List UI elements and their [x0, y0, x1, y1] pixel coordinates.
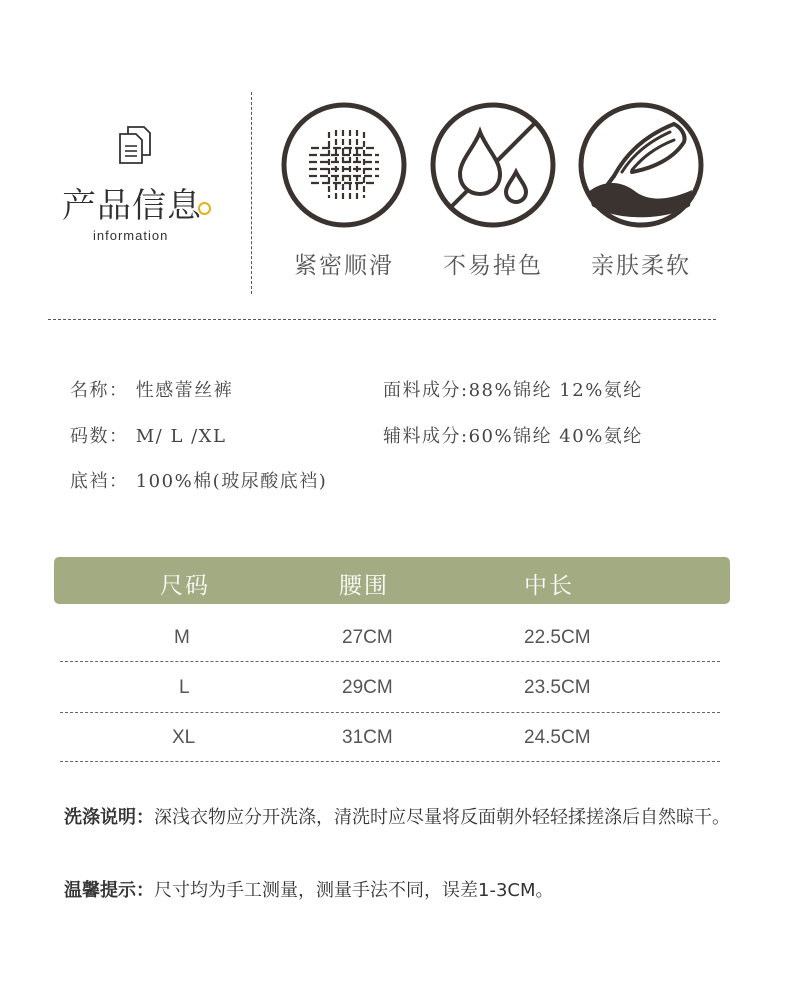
size-table-header — [54, 557, 730, 604]
document-icon — [114, 124, 156, 166]
feature-label-smooth: 紧密顺滑 — [294, 253, 394, 279]
tip-label: 温馨提示： — [64, 880, 154, 901]
wash-label: 洗涤说明： — [64, 807, 154, 828]
feather-skin-icon — [578, 102, 704, 228]
tip-text: 尺寸均为手工测量，测量手法不同，误差1-3CM。 — [154, 880, 554, 901]
table-cell: 24.5CM — [524, 727, 591, 748]
wash-instructions — [64, 802, 734, 833]
page-title: 产品信息 — [62, 186, 202, 226]
table-cell: XL — [172, 727, 196, 748]
table-cell: M — [174, 627, 190, 648]
table-cell: L — [179, 677, 190, 698]
row-divider — [60, 712, 720, 713]
feature-label-soft: 亲肤柔软 — [591, 253, 691, 279]
feature-label-colorfast: 不易掉色 — [443, 253, 543, 279]
header-waist: 腰围 — [339, 573, 389, 599]
info-fabric: 面料成分:88%锦纶 12%氨纶 — [383, 380, 643, 401]
title-dot-decoration — [198, 202, 211, 215]
weave-fabric-icon — [281, 102, 407, 228]
row-divider — [60, 661, 720, 662]
table-cell: 23.5CM — [524, 677, 591, 698]
info-name: 名称： 性感蕾丝裤 — [70, 380, 234, 401]
info-crotch: 底裆： 100%棉(玻尿酸底裆) — [70, 471, 328, 492]
wash-text: 深浅衣物应分开洗涤，清洗时应尽量将反面朝外轻轻揉搓涤后自然晾干。 — [154, 807, 730, 828]
warm-tip — [64, 875, 734, 906]
header-size: 尺码 — [160, 573, 210, 599]
section-divider — [48, 319, 716, 320]
page-subtitle: information — [93, 228, 169, 243]
table-cell: 29CM — [342, 677, 393, 698]
table-cell: 22.5CM — [524, 627, 591, 648]
vertical-divider — [251, 92, 252, 294]
table-cell: 27CM — [342, 627, 393, 648]
info-size: 码数： M/ L /XL — [70, 426, 227, 447]
row-divider — [60, 761, 720, 762]
header-length: 中长 — [524, 573, 574, 599]
water-drop-slash-icon — [430, 102, 556, 228]
table-cell: 31CM — [342, 727, 393, 748]
info-lining: 辅料成分:60%锦纶 40%氨纶 — [383, 426, 643, 447]
